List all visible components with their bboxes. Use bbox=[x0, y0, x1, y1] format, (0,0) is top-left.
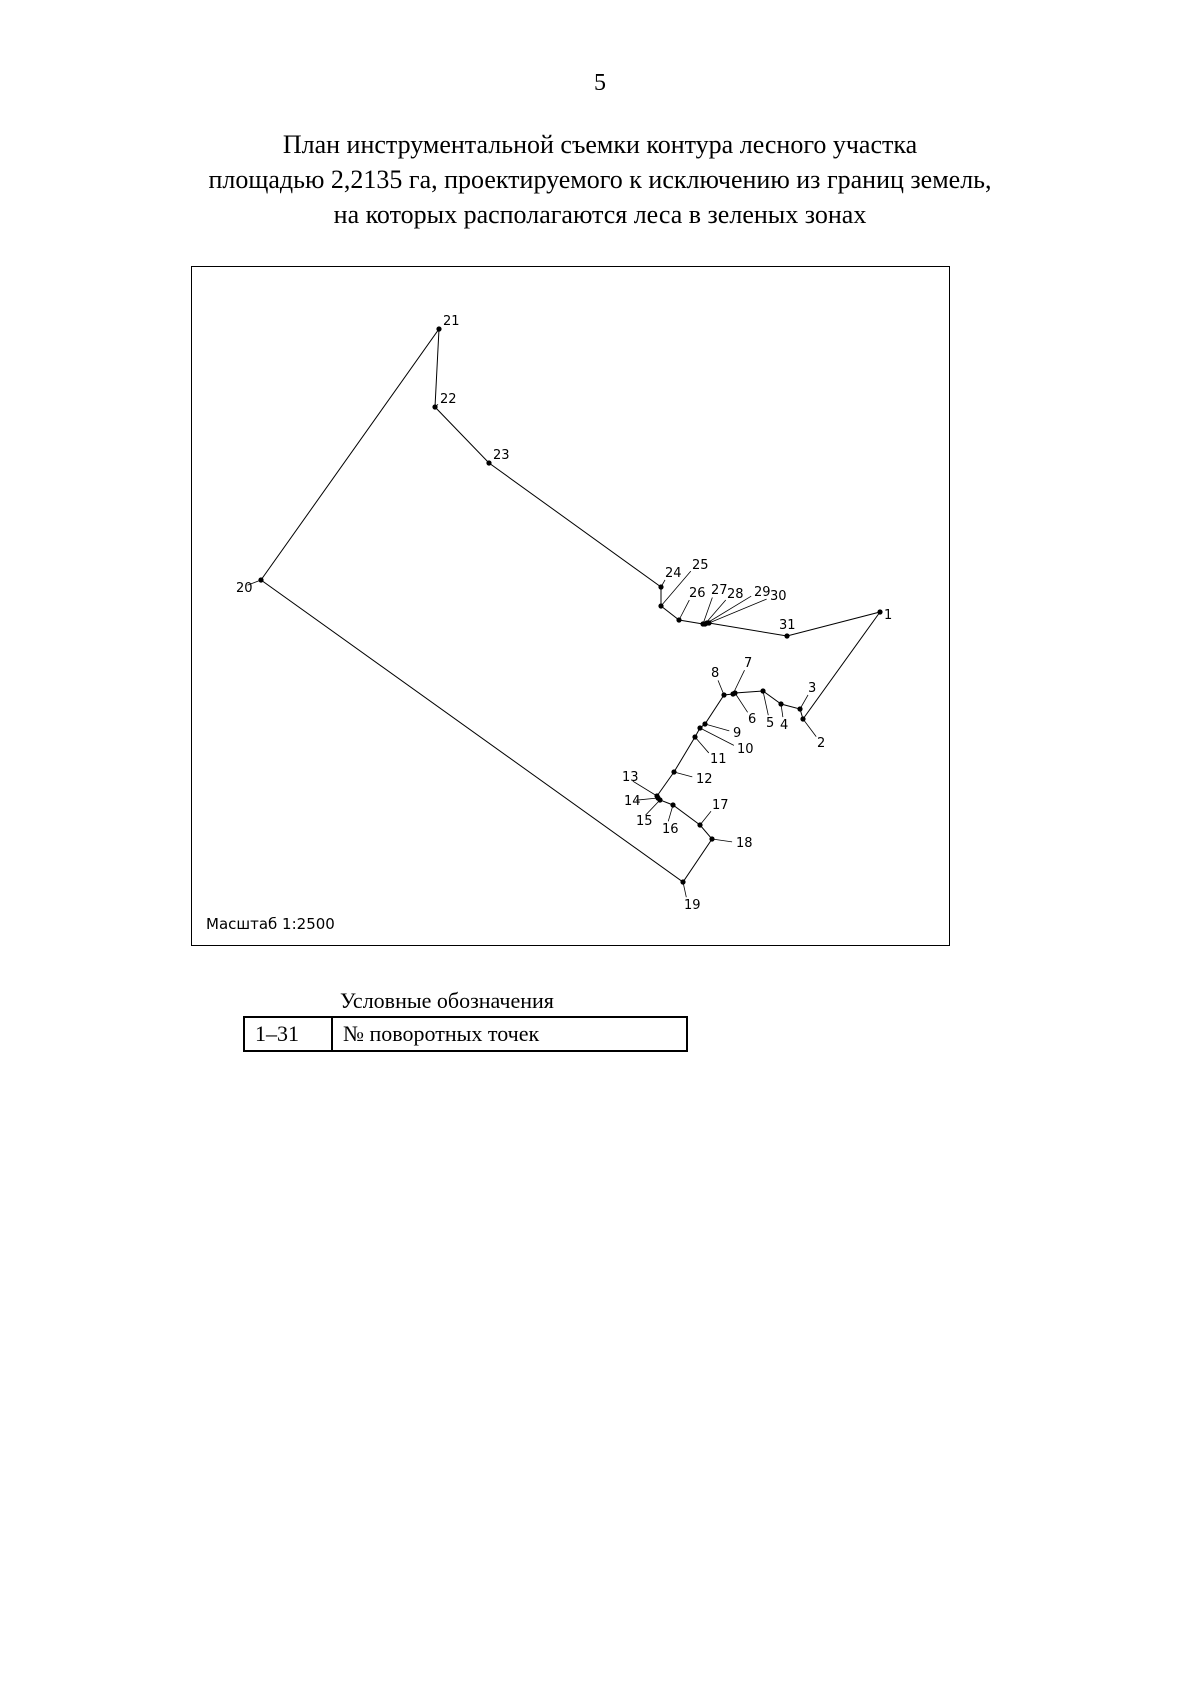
turning-point-marker bbox=[486, 460, 491, 465]
turning-point-marker bbox=[697, 725, 702, 730]
plot-contour-drawing bbox=[192, 267, 949, 945]
turning-point-label: 18 bbox=[736, 836, 753, 851]
turning-point-label: 27 bbox=[711, 583, 728, 598]
turning-point-label: 1 bbox=[884, 608, 893, 623]
legend-row bbox=[244, 1017, 687, 1051]
legend-description: № поворотных точек bbox=[332, 1017, 687, 1051]
point-leader-line bbox=[703, 598, 712, 624]
turning-point-label: 7 bbox=[744, 656, 753, 671]
turning-point-label: 30 bbox=[770, 589, 787, 604]
turning-point-label: 20 bbox=[236, 581, 253, 596]
turning-point-label: 31 bbox=[779, 618, 796, 633]
title-line-2: площадью 2,2135 га, проектируемого к исключению из границ земель, bbox=[208, 165, 992, 194]
legend-table bbox=[243, 1016, 688, 1052]
turning-point-label: 14 bbox=[624, 794, 641, 809]
turning-point-marker bbox=[778, 701, 783, 706]
turning-point-marker bbox=[680, 879, 685, 884]
turning-point-label: 19 bbox=[684, 898, 701, 913]
legend-code: 1–31 bbox=[244, 1017, 332, 1051]
point-leader-line bbox=[709, 599, 767, 623]
turning-point-marker bbox=[657, 797, 662, 802]
title-line-3: на которых располагаются леса в зеленых зонах bbox=[333, 200, 867, 229]
turning-point-marker bbox=[436, 326, 441, 331]
turning-point-marker bbox=[797, 706, 802, 711]
turning-point-label: 25 bbox=[692, 558, 709, 573]
turning-point-label: 4 bbox=[780, 718, 789, 733]
turning-point-marker bbox=[432, 404, 437, 409]
point-leader-line bbox=[735, 693, 748, 712]
plan-title bbox=[0, 127, 1200, 232]
turning-point-marker bbox=[877, 609, 882, 614]
turning-point-marker bbox=[697, 822, 702, 827]
turning-point-label: 23 bbox=[493, 448, 510, 463]
turning-point-label: 3 bbox=[808, 681, 817, 696]
turning-point-marker bbox=[721, 692, 726, 697]
turning-point-label: 26 bbox=[689, 586, 706, 601]
turning-point-label: 8 bbox=[711, 666, 720, 681]
turning-point-label: 5 bbox=[766, 716, 775, 731]
point-leader-line bbox=[712, 839, 732, 842]
turning-point-label: 11 bbox=[710, 752, 727, 767]
legend-title: Условные обозначения bbox=[340, 988, 554, 1013]
turning-point-label: 15 bbox=[636, 814, 653, 829]
turning-point-label: 6 bbox=[748, 712, 757, 727]
turning-point-label: 9 bbox=[733, 726, 742, 741]
point-leader-line bbox=[674, 772, 692, 777]
turning-point-label: 21 bbox=[443, 314, 460, 329]
plot-boundary-line bbox=[261, 329, 880, 882]
turning-point-label: 17 bbox=[712, 798, 729, 813]
turning-point-marker bbox=[702, 721, 707, 726]
title-line-1: План инструментальной съемки контура лесного участка bbox=[282, 130, 918, 159]
turning-point-label: 22 bbox=[440, 392, 457, 407]
point-leader-line bbox=[695, 737, 709, 753]
turning-point-label: 16 bbox=[662, 822, 679, 837]
point-leader-line bbox=[646, 800, 660, 815]
turning-point-label: 10 bbox=[737, 742, 754, 757]
survey-plan bbox=[191, 266, 950, 946]
turning-point-marker bbox=[658, 603, 663, 608]
turning-point-marker bbox=[784, 633, 789, 638]
turning-point-marker bbox=[258, 577, 263, 582]
turning-point-label: 24 bbox=[665, 566, 682, 581]
point-leader-line bbox=[700, 811, 711, 825]
turning-point-marker bbox=[676, 617, 681, 622]
turning-point-label: 2 bbox=[817, 736, 826, 751]
turning-point-marker bbox=[709, 836, 714, 841]
turning-point-label: 13 bbox=[622, 770, 639, 785]
turning-point-marker bbox=[692, 734, 697, 739]
point-leader-line bbox=[733, 670, 745, 694]
point-leader-line bbox=[705, 724, 729, 731]
turning-point-marker bbox=[706, 620, 711, 625]
turning-point-marker bbox=[670, 802, 675, 807]
turning-point-marker bbox=[658, 584, 663, 589]
point-leader-line bbox=[803, 719, 816, 737]
turning-point-marker bbox=[730, 691, 735, 696]
turning-point-marker bbox=[800, 716, 805, 721]
point-leader-line bbox=[679, 600, 689, 620]
page-number: 5 bbox=[594, 70, 606, 96]
turning-point-label: 12 bbox=[696, 772, 713, 787]
turning-point-marker bbox=[760, 688, 765, 693]
turning-point-label: 29 bbox=[754, 585, 771, 600]
turning-point-marker bbox=[671, 769, 676, 774]
scale-label: Масштаб 1:2500 bbox=[206, 915, 335, 933]
turning-point-label: 28 bbox=[727, 587, 744, 602]
